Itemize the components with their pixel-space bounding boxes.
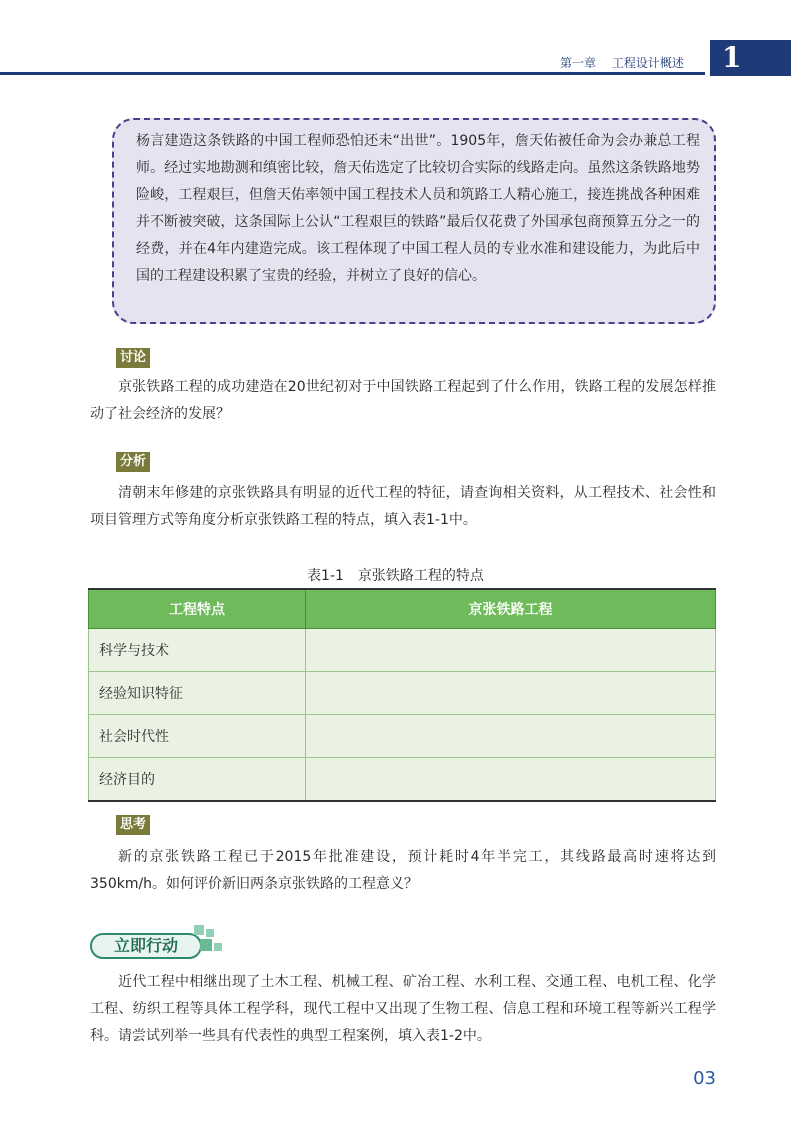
table-cell-feature: 社会时代性 — [89, 715, 306, 758]
table-cell-feature: 科学与技术 — [89, 629, 306, 672]
discussion-tag: 讨论 — [116, 348, 150, 368]
chapter-number-box — [710, 40, 791, 76]
page-number: 03 — [693, 1068, 716, 1089]
action-text: 近代工程中相继出现了土木工程、机械工程、矿冶工程、水利工程、交通工程、电机工程、化学工程、纺织工程等具体工程学科，现代工程中又出现了生物工程、信息工程和环境工程等新兴工程学科。请尝试列举一些具有代表性的典型工程案例，填入表1-2中。 — [90, 974, 716, 1044]
decor-square-icon — [206, 929, 214, 937]
table-row — [89, 758, 716, 802]
table-caption: 表1-1 京张铁路工程的特点 — [307, 568, 484, 584]
running-header — [560, 54, 684, 71]
analysis-text: 清朝末年修建的京张铁路具有明显的近代工程的特征，请查询相关资料，从工程技术、社会性和项目管理方式等角度分析京张铁路工程的特点，填入表1-1中。 — [90, 485, 716, 528]
decor-square-icon — [194, 925, 204, 935]
table-cell-feature: 经济目的 — [89, 758, 306, 802]
table-cell-answer[interactable] — [306, 758, 716, 802]
decor-square-icon — [200, 939, 212, 951]
table-header-jingzhang: 京张铁路工程 — [306, 589, 716, 629]
thinking-text: 新的京张铁路工程已于2015年批准建设，预计耗时4年半完工，其线路最高时速将达到350km/h。如何评价新旧两条京张铁路的工程意义？ — [90, 849, 716, 892]
discussion-text: 京张铁路工程的成功建造在20世纪初对于中国铁路工程起到了什么作用，铁路工程的发展怎样推动了社会经济的发展？ — [90, 379, 716, 422]
chapter-number: 1 — [722, 41, 742, 74]
table-row — [89, 715, 716, 758]
chapter-title: 工程设计概述 — [611, 56, 684, 70]
chapter-label: 第一章 — [560, 56, 597, 70]
table-header-row — [89, 589, 716, 629]
story-box — [112, 118, 716, 324]
action-label: 立即行动 — [90, 933, 202, 959]
action-banner — [90, 925, 230, 965]
table-row — [89, 672, 716, 715]
table-cell-answer[interactable] — [306, 672, 716, 715]
story-text: 杨言建造这条铁路的中国工程师恐怕还未“出世”。1905年，詹天佑被任命为会办兼总工程师。经过实地勘测和缜密比较，詹天佑选定了比较切合实际的线路走向。虽然这条铁路地势险峻，工程艰巨，但詹天佑率领中国工程技术人员和筑路工人精心施工，接连挑战各种困难并不断被突破，这条国际上公认“工程艰巨的铁路”最后仅花费了外国承包商预算五分之一的经费，并在4年内建造完成。该工程体现了中国工程人员的专业水准和建设能力，为此后中国的工程建设积累了宝贵的经验，并树立了良好的信心。 — [136, 133, 700, 284]
table-cell-answer[interactable] — [306, 629, 716, 672]
table-row — [89, 629, 716, 672]
analysis-tag: 分析 — [116, 452, 150, 472]
table-cell-feature: 经验知识特征 — [89, 672, 306, 715]
decor-square-icon — [214, 943, 222, 951]
header-rule — [0, 72, 705, 75]
thinking-tag: 思考 — [116, 815, 150, 835]
table-header-feature: 工程特点 — [89, 589, 306, 629]
features-table — [88, 588, 716, 802]
table-cell-answer[interactable] — [306, 715, 716, 758]
